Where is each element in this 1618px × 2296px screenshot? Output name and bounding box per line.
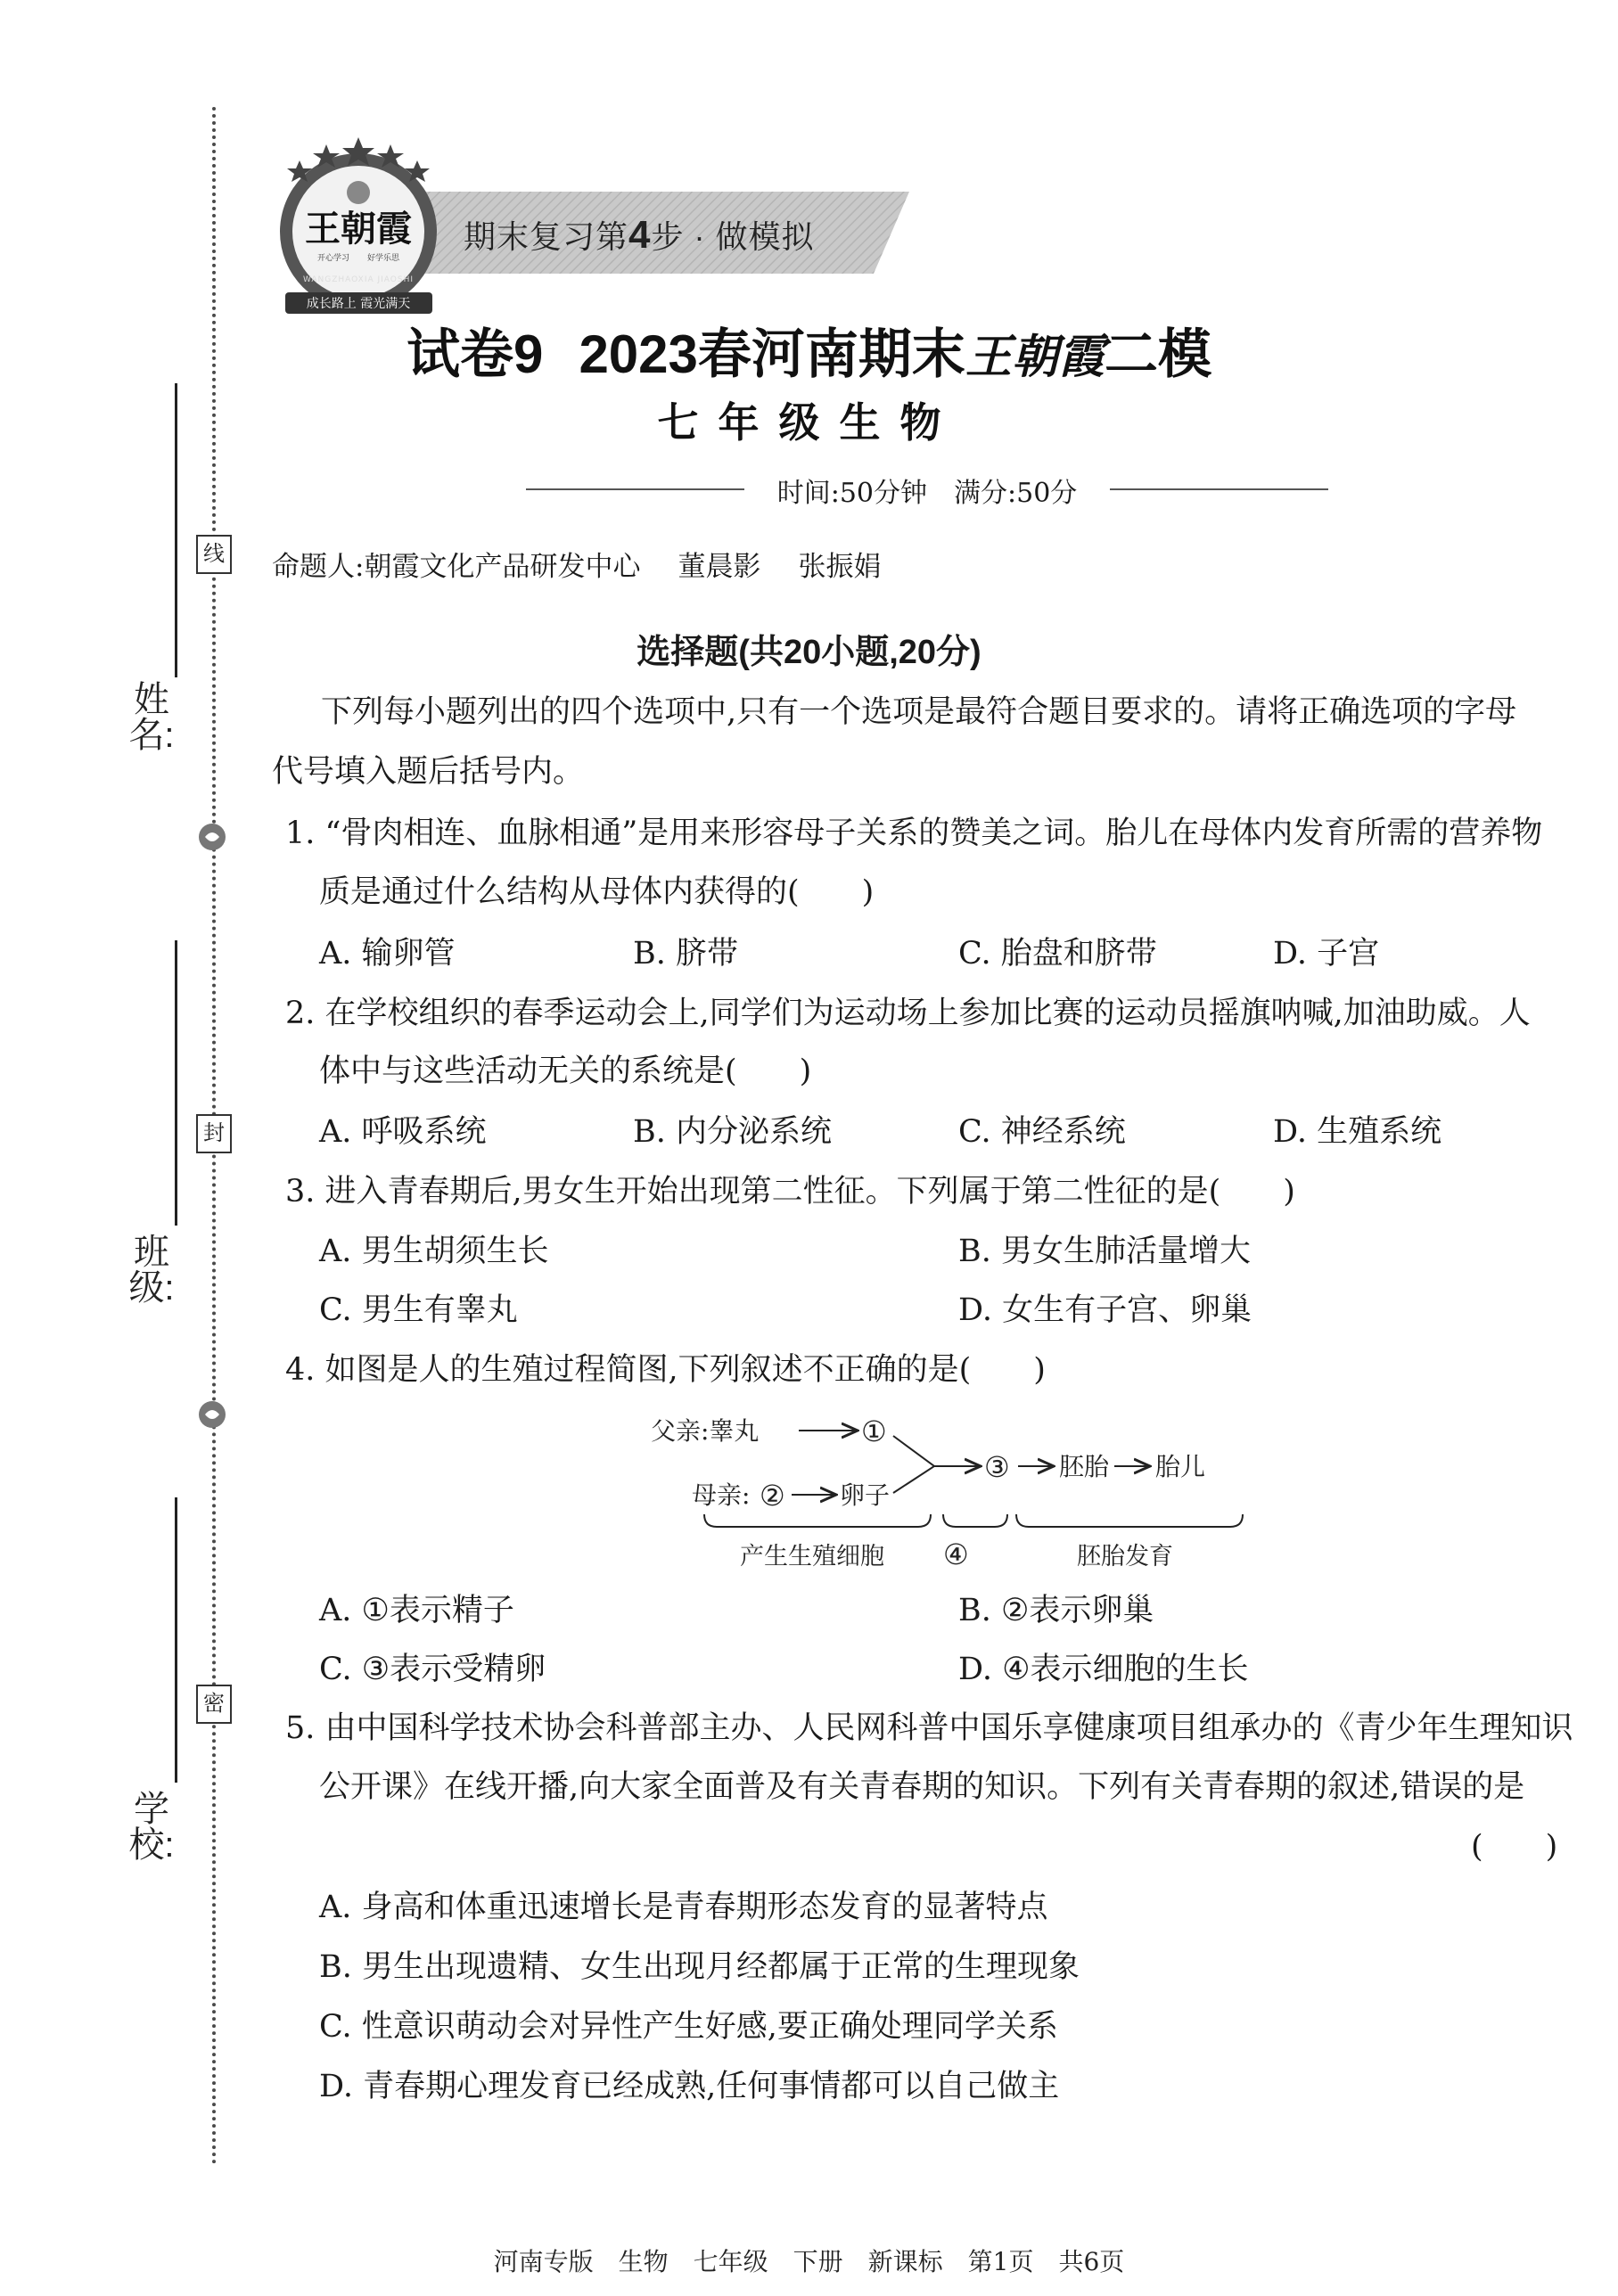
diagram-label-2: ②	[760, 1479, 785, 1513]
question-2-option-c[interactable]: C. 神经系统	[958, 1114, 1126, 1150]
brand-ribbon: 成长路上 霞光满天	[306, 297, 411, 311]
question-5-option-b[interactable]: B. 男生出现遗精、女生出现月经都属于正常的生理现象	[319, 1949, 1080, 1985]
question-3-option-b[interactable]: B. 男女生肺活量增大	[958, 1234, 1251, 1269]
diagram-egg: 卵子	[840, 1480, 891, 1510]
seal-box-line: 线	[196, 535, 232, 574]
question-1-option-a[interactable]: A. 输卵管	[319, 936, 456, 972]
diagram-label-4: ④	[943, 1538, 969, 1571]
class-write-line[interactable]	[175, 940, 177, 1226]
question-3-option-c[interactable]: C. 男生有睾丸	[319, 1292, 518, 1328]
question-4-stem: 4. 如图是人的生殖过程简图,下列叙述不正确的是( )	[285, 1352, 1046, 1388]
question-5-option-d[interactable]: D. 青春期心理发育已经成熟,任何事情都可以自己做主	[319, 2069, 1060, 2104]
question-4-option-d[interactable]: D. ④表示细胞的生长	[958, 1652, 1249, 1687]
rule-left	[526, 488, 744, 490]
diagram-embryo: 胚胎	[1059, 1452, 1110, 1481]
question-2-stem: 2. 在学校组织的春季运动会上,同学们为运动场上参加比赛的运动员摇旗呐喊,加油助威。人	[285, 996, 1531, 1031]
brand-slogan-right: 好学乐思	[366, 254, 400, 263]
brand-logo	[267, 134, 450, 316]
diagram-stage-1: 产生生殖细胞	[740, 1543, 884, 1570]
question-3-stem: 3. 进入青春期后,男女生开始出现第二性征。下列属于第二性征的是( )	[285, 1174, 1295, 1210]
question-4-option-c[interactable]: C. ③表示受精卵	[319, 1652, 546, 1687]
question-2-option-d[interactable]: D. 生殖系统	[1273, 1114, 1442, 1150]
reproduction-diagram	[651, 1404, 1257, 1582]
question-5-stem: 公开课》在线开播,向大家全面普及有关青春期的知识。下列有关青春期的叙述,错误的是	[319, 1769, 1525, 1805]
question-4-option-a[interactable]: A. ①表示精子	[319, 1593, 514, 1628]
banner-label: 期末复习第4步 · 做模拟	[464, 213, 815, 257]
school-label: 学校:	[128, 1790, 175, 1865]
question-3-option-d[interactable]: D. 女生有子宫、卵巢	[958, 1292, 1253, 1328]
question-5-stem: 5. 由中国科学技术协会科普部主办、人民网科普中国乐享健康项目组承办的《青少年生理知识	[285, 1710, 1573, 1746]
seal-box-seal: 封	[196, 1114, 232, 1153]
page-footer: 河南专版 生物 七年级 下册 新课标 第1页 共6页	[493, 2247, 1125, 2276]
question-5-bracket[interactable]: ( )	[1471, 1829, 1558, 1865]
question-1-option-c[interactable]: C. 胎盘和脐带	[958, 936, 1157, 972]
question-2-option-b[interactable]: B. 内分泌系统	[633, 1114, 832, 1150]
question-1-stem: 质是通过什么结构从母体内获得的( )	[319, 874, 875, 910]
question-1-stem: 1. “骨肉相连、血脉相通”是用来形容母子关系的赞美之词。胎儿在母体内发育所需的营养物	[285, 816, 1543, 851]
brand-script-logo: 王朝霞	[965, 330, 1105, 384]
brand-arc-text: WANGZHAOXIA JIAOSHI	[302, 275, 415, 284]
question-1-option-b[interactable]: B. 脐带	[633, 936, 738, 972]
time-info: 时间:50分钟 满分:50分	[776, 478, 1078, 509]
question-setter: 命题人:朝霞文化产品研发中心 董晨影 张振娟	[272, 551, 882, 583]
school-write-line[interactable]	[175, 1497, 177, 1783]
question-3-option-a[interactable]: A. 男生胡须生长	[319, 1234, 549, 1269]
name-label: 姓名:	[128, 680, 175, 755]
question-1-option-d[interactable]: D. 子宫	[1273, 936, 1380, 972]
exam-subject: 七年级生物	[657, 399, 961, 446]
question-5-option-c[interactable]: C. 性意识萌动会对异性产生好感,要正确处理同学关系	[319, 2009, 1058, 2045]
diagram-father: 父亲:睾丸	[651, 1416, 760, 1446]
swirl-ornament-icon	[197, 822, 227, 852]
section-intro: 代号填入题后括号内。	[272, 754, 585, 790]
question-4-option-b[interactable]: B. ②表示卵巢	[958, 1593, 1154, 1628]
question-5-option-a[interactable]: A. 身高和体重迅速增长是青春期形态发育的显著特点	[319, 1890, 1048, 1925]
seal-box-secret: 密	[196, 1685, 232, 1724]
section-intro: 下列每小题列出的四个选项中,只有一个选项是最符合题目要求的。请将正确选项的字母	[321, 694, 1517, 730]
swirl-ornament-icon	[197, 1399, 227, 1430]
question-2-stem: 体中与这些活动无关的系统是( )	[319, 1054, 812, 1089]
rule-right	[1110, 488, 1328, 490]
diagram-stage-2: 胚胎发育	[1077, 1543, 1173, 1570]
diagram-label-1: ①	[861, 1414, 887, 1448]
brand-name: 王朝霞	[305, 208, 412, 250]
brand-slogan-left: 开心学习	[316, 254, 350, 263]
exam-title: 试卷9 2023春河南期末王朝霞二模	[407, 324, 1211, 384]
diagram-label-3: ③	[984, 1450, 1010, 1484]
question-2-option-a[interactable]: A. 呼吸系统	[319, 1114, 487, 1150]
diagram-fetus: 胎儿	[1155, 1452, 1206, 1481]
section-heading: 选择题(共20小题,20分)	[637, 634, 981, 671]
class-label: 班级:	[128, 1233, 175, 1308]
diagram-mother: 母亲:	[692, 1480, 751, 1510]
